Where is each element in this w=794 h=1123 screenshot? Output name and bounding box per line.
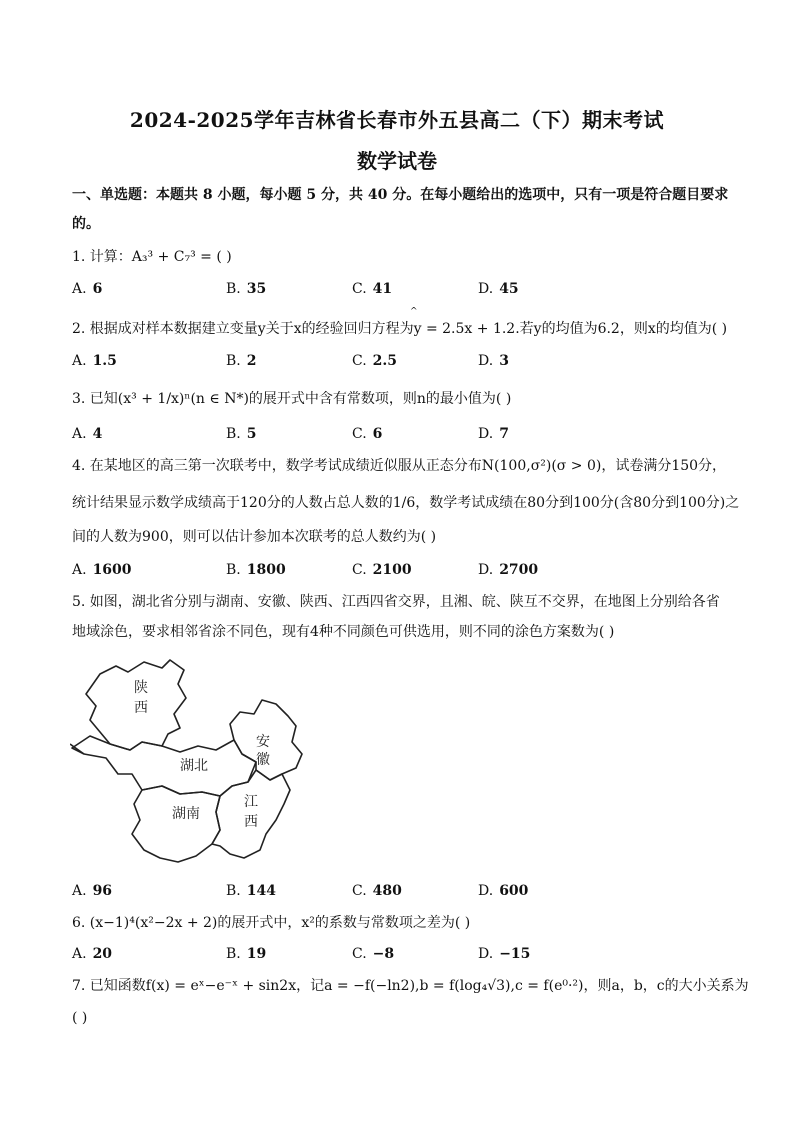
question-2-stem: 2. 根据成对样本数据建立变量y关于x的经验回归方程为y = 2.5x + 1.2.若y的均值为6.2，则x的均值为( ) — [72, 321, 728, 337]
option-value: 6 — [372, 426, 383, 442]
option-letter: A. — [72, 883, 87, 899]
option-value: 1600 — [92, 562, 132, 578]
option-value: 45 — [499, 281, 519, 297]
option-letter: C. — [352, 946, 367, 962]
question-6-stem: 6. (x−1)⁴(x²−2x + 2)的展开式中，x²的系数与常数项之差为( ) — [72, 915, 471, 931]
option-letter: A. — [72, 353, 87, 369]
section-heading-line2: 的。 — [72, 216, 100, 232]
option-letter: A. — [72, 946, 87, 962]
option-letter: D. — [478, 426, 494, 442]
option-value: 1.5 — [92, 353, 117, 369]
map-label-shaanxi-1: 陕 — [134, 680, 148, 696]
q3-option-d — [478, 424, 509, 444]
option-value: 5 — [246, 426, 257, 442]
option-value: 1800 — [246, 562, 286, 578]
option-value: 96 — [92, 883, 113, 899]
option-letter: D. — [478, 353, 494, 369]
option-letter: A. — [72, 562, 87, 578]
q6-option-a — [72, 944, 112, 964]
q5-option-a — [72, 881, 112, 901]
option-letter: B. — [226, 281, 241, 297]
q1-option-b — [226, 279, 266, 299]
option-value: 4 — [92, 426, 103, 442]
q5-option-b — [226, 881, 276, 901]
hunan-region — [132, 786, 220, 862]
exam-title: 2024-2025学年吉林省长春市外五县高二（下）期末考试 — [129, 108, 665, 132]
q1-option-a — [72, 279, 102, 299]
q5-option-d — [478, 881, 528, 901]
question-1-stem: 1. 计算：A₃³ + C₇³ = ( ) — [72, 249, 232, 265]
option-value: −15 — [499, 946, 531, 962]
option-value: 600 — [499, 883, 529, 899]
option-letter: C. — [352, 426, 367, 442]
option-value: 480 — [372, 883, 402, 899]
q1-option-d — [478, 279, 519, 299]
option-letter: B. — [226, 562, 241, 578]
option-letter: D. — [478, 883, 494, 899]
q5-option-c — [352, 881, 402, 901]
map-label-hunan: 湖南 — [172, 806, 200, 822]
map-label-anhui-2: 徽 — [256, 752, 270, 768]
q6-option-d — [478, 944, 530, 964]
q3-option-c — [352, 424, 382, 444]
option-letter: B. — [226, 353, 241, 369]
question-4-stem-line1: 4. 在某地区的高三第一次联考中，数学考试成绩近似服从正态分布N(100,σ²)(σ > 0)，试卷满分150分， — [72, 458, 727, 474]
option-letter: C. — [352, 562, 367, 578]
option-letter: C. — [352, 353, 367, 369]
province-map — [70, 654, 330, 869]
option-value: 2 — [246, 353, 257, 369]
option-value: 2100 — [372, 562, 412, 578]
option-letter: A. — [72, 281, 87, 297]
q2-option-c — [352, 351, 397, 371]
option-value: 2700 — [499, 562, 539, 578]
q2-option-d — [478, 351, 509, 371]
option-value: 19 — [246, 946, 267, 962]
section-heading-line1: 一、单选题：本题共 8 小题，每小题 5 分，共 40 分。在每小题给出的选项中，只有一项是符合题目要求 — [72, 187, 729, 203]
option-letter: B. — [226, 946, 241, 962]
question-4-stem-line3: 间的人数为900，则可以估计参加本次联考的总人数约为( ) — [72, 529, 437, 545]
question-3-stem: 3. 已知(x³ + 1/x)ⁿ(n ∈ N*)的展开式中含有常数项，则n的最小值为( ) — [72, 391, 512, 407]
q3-option-a — [72, 424, 102, 444]
option-letter: A. — [72, 426, 87, 442]
question-7-stem-line1: 7. 已知函数f(x) = eˣ−e⁻ˣ + sin2x，记a = −f(−ln2),b = f(log₄√3),c = f(e⁰·²)，则a，b，c的大小关系为 — [72, 978, 749, 994]
q4-option-a — [72, 560, 132, 580]
question-5-stem-line1: 5. 如图，湖北省分别与湖南、安徽、陕西、江西四省交界，且湘、皖、陕互不交界，在地图上分别给各省 — [72, 594, 720, 610]
exam-subtitle: 数学试卷 — [357, 149, 437, 173]
option-letter: B. — [226, 883, 241, 899]
option-letter: C. — [352, 281, 367, 297]
option-value: 144 — [246, 883, 276, 899]
option-letter: C. — [352, 883, 367, 899]
option-value: 3 — [499, 353, 509, 369]
option-letter: D. — [478, 281, 494, 297]
q2-option-a — [72, 351, 117, 371]
option-value: −8 — [372, 946, 395, 962]
option-letter: D. — [478, 946, 494, 962]
q4-option-c — [352, 560, 412, 580]
q4-option-d — [478, 560, 538, 580]
q3-option-b — [226, 424, 257, 444]
option-value: 7 — [499, 426, 509, 442]
question-4-stem-line2: 统计结果显示数学成绩高于120分的人数占总人数的1/6，数学考试成绩在80分到100分(含80分到100分)之 — [72, 495, 740, 511]
map-label-shaanxi-2: 西 — [134, 700, 148, 716]
map-label-hubei: 湖北 — [180, 758, 208, 774]
map-label-jiangxi-2: 西 — [244, 814, 258, 830]
map-label-anhui-1: 安 — [256, 734, 270, 750]
question-5-stem-line2: 地域涂色，要求相邻省涂不同色，现有4种不同颜色可供选用，则不同的涂色方案数为( ) — [72, 624, 615, 640]
map-label-jiangxi-1: 江 — [244, 794, 258, 810]
question-7-stem-line2: ( ) — [72, 1010, 88, 1026]
q6-option-b — [226, 944, 266, 964]
option-letter: D. — [478, 562, 494, 578]
y-hat-mark: ^ — [410, 307, 418, 317]
q4-option-b — [226, 560, 286, 580]
option-letter: B. — [226, 426, 241, 442]
option-value: 2.5 — [372, 353, 398, 369]
option-value: 20 — [92, 946, 113, 962]
q1-option-c — [352, 279, 392, 299]
q2-option-b — [226, 351, 257, 371]
option-value: 41 — [372, 281, 393, 297]
option-value: 6 — [92, 281, 103, 297]
q6-option-c — [352, 944, 394, 964]
option-value: 35 — [246, 281, 267, 297]
